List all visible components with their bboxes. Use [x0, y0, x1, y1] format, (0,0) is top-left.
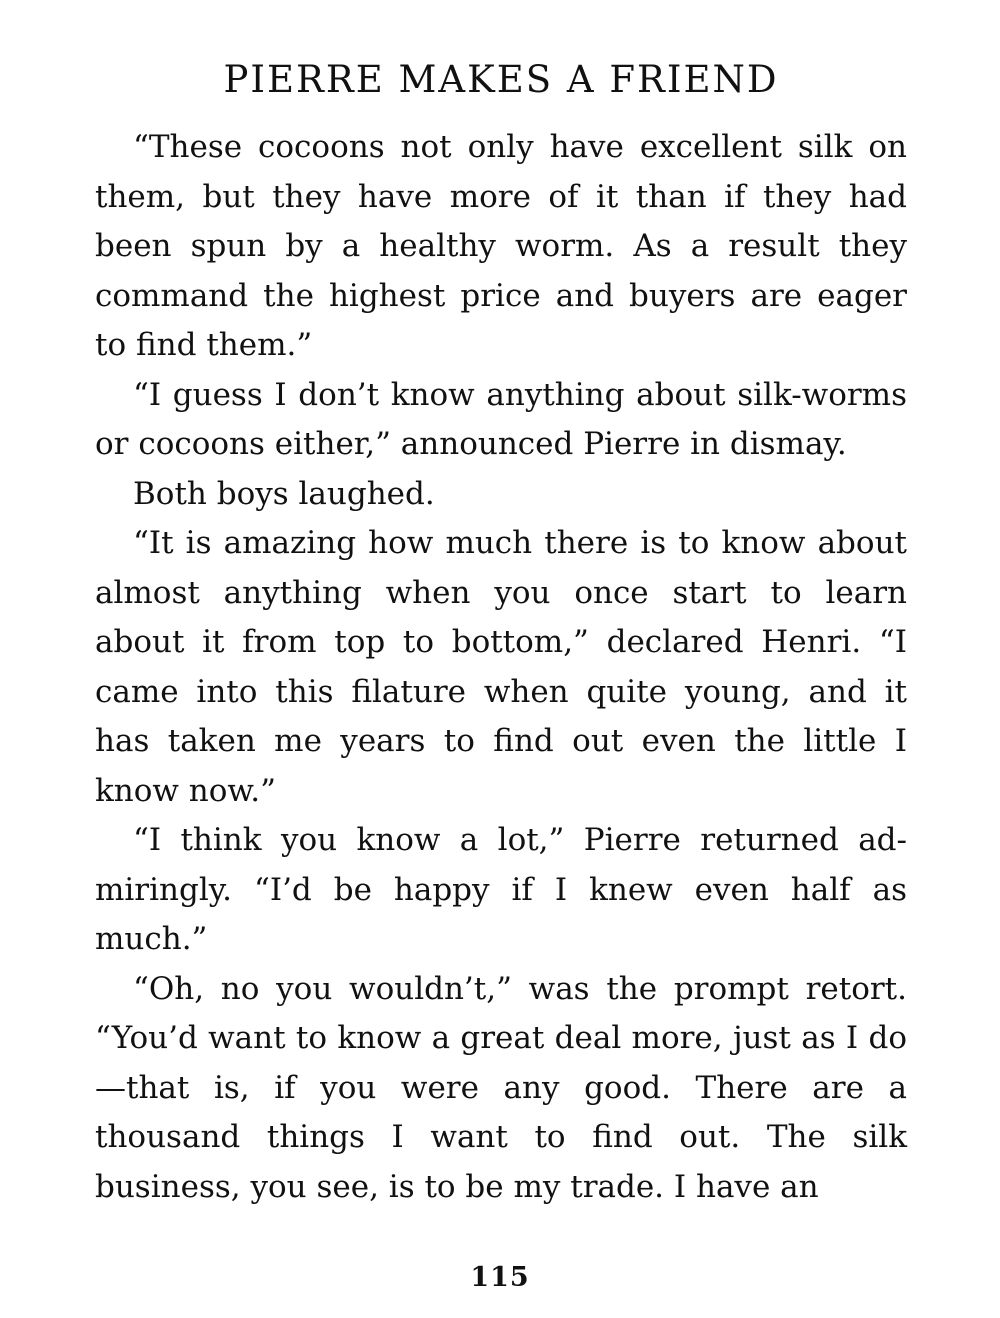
paragraph: “These cocoons not only have excellent silk on them, but they have more of it than if they had been spun by a healthy worm. As a result they command the highest price and buyers are eager to find them.” — [95, 129, 907, 363]
page-number: 115 — [470, 1262, 530, 1293]
paragraph: “Oh, no you wouldn’t,” was the prompt retort. “You’d want to know a great deal more, just as I do—that is, if you were any good. There are a thousand things I want to find out. The silk business, you see, is to be my trade. I have an — [95, 970, 907, 1205]
paragraph: “It is amazing how much there is to know about almost anything when you once start to learn about it from top to bottom,” declared Henri. “I came into this filature when quite young, and it has taken me years to find out even the little I know now.” — [95, 525, 907, 809]
paragraph: “I think you know a lot,” Pierre returned ad-miringly. “I’d be happy if I knew even half as much.” — [95, 822, 907, 957]
book-page — [95, 55, 907, 1212]
paragraph: Both boys laughed. — [133, 475, 435, 512]
running-title: PIERRE MAKES A FRIEND — [223, 58, 779, 101]
paragraph: “I guess I don’t know anything about silk-worms or cocoons either,” announced Pierre in dismay. — [95, 376, 907, 462]
page-body — [95, 123, 907, 1212]
